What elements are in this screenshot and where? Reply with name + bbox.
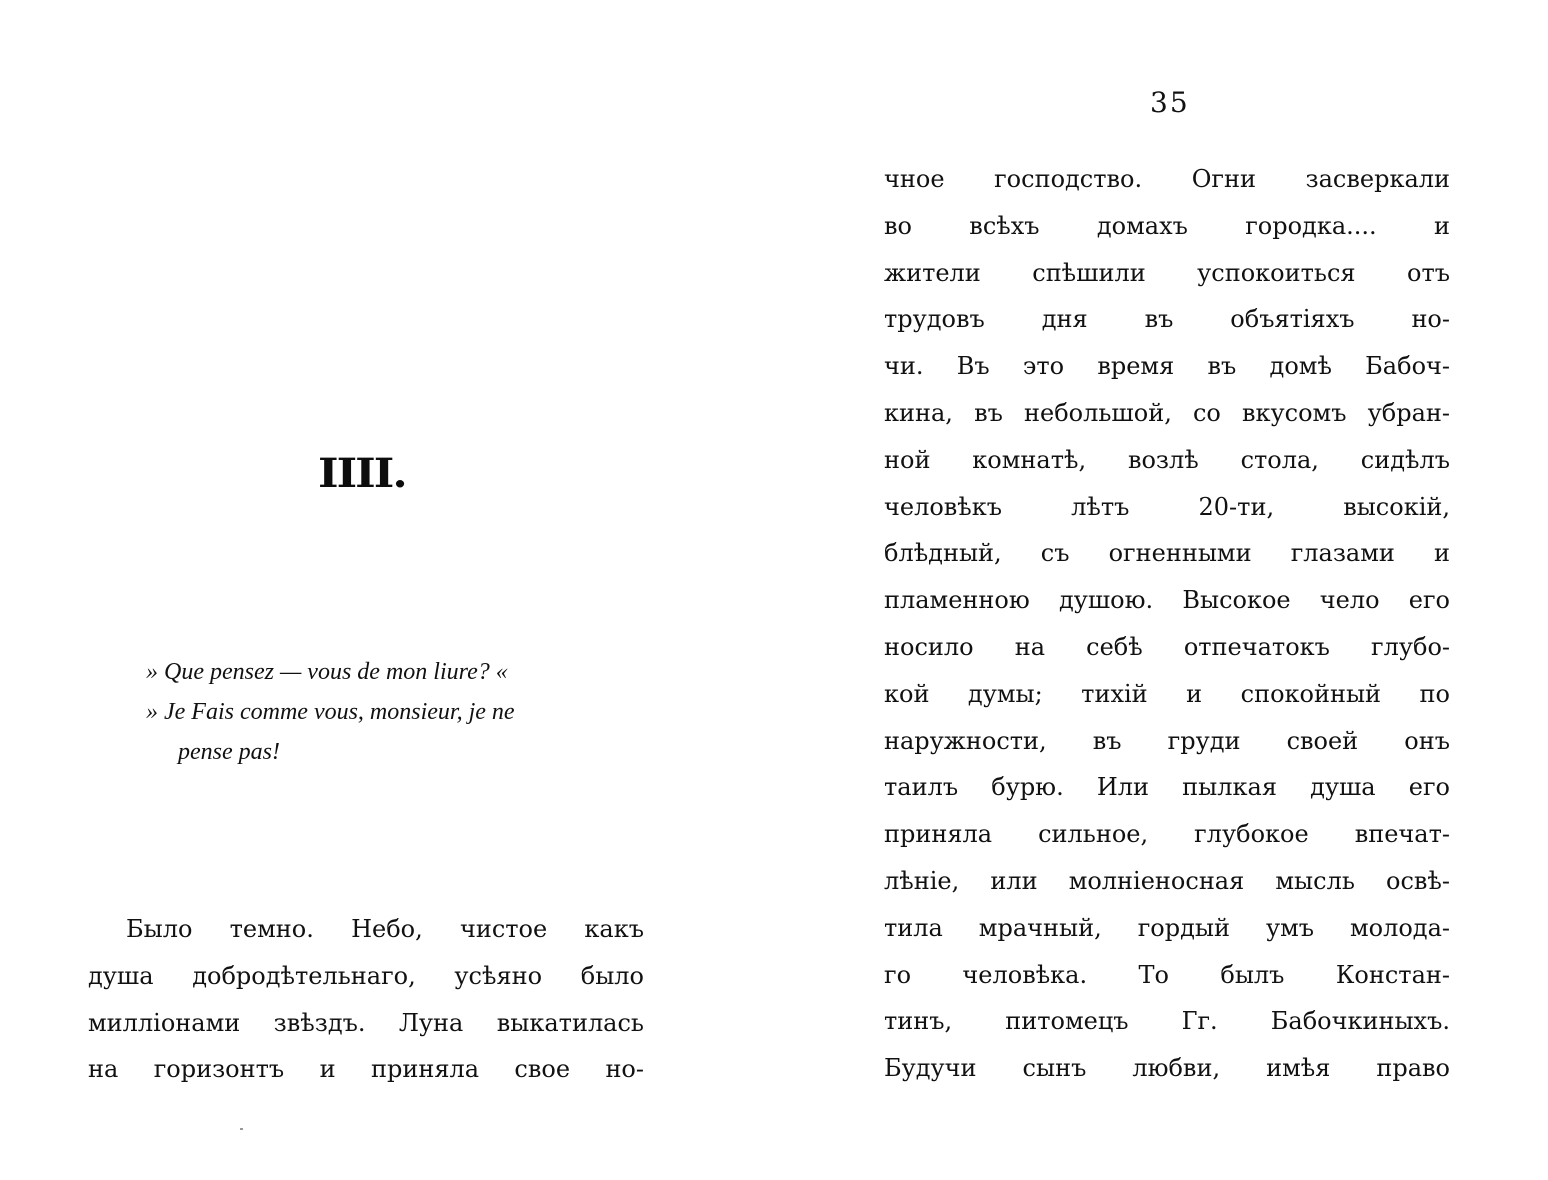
text-line: наружности, въ груди своей онъ — [884, 726, 1450, 755]
text-line: чное господство. Огни засверкали — [884, 165, 1450, 193]
text-line: приняла сильное, глубокое впечат- — [884, 820, 1450, 849]
epigraph-line: » Que pensez — vous de mon liure? « — [146, 659, 508, 685]
epigraph — [146, 652, 646, 772]
text-line: Будучи сынъ любви, имѣя право — [884, 1054, 1450, 1083]
text-line: кина, въ небольшой, со вкусомъ убран- — [884, 398, 1450, 427]
page-number: 35 — [1150, 86, 1190, 119]
text-line: трудовъ дня въ объятіяхъ но- — [884, 305, 1450, 334]
text-line: милліонами звѣздъ. Луна выкатилась — [88, 1008, 644, 1037]
text-line: тинъ, питомецъ Гг. Бабочкиныхъ. — [884, 1007, 1450, 1036]
epigraph-line: » Je Fais comme vous, monsieur, je ne — [146, 699, 515, 725]
left-body-text — [88, 906, 644, 1093]
text-line: носило на себѣ отпечатокъ глубо- — [884, 632, 1450, 661]
text-line: Было темно. Небо, чистое какъ — [126, 915, 644, 943]
print-speck — [240, 1128, 243, 1130]
text-line: лѣніе, или молніеносная мысль освѣ- — [884, 866, 1450, 895]
text-line: ной комнатѣ, возлѣ стола, сидѣлъ — [884, 445, 1450, 474]
text-line: кой думы; тихій и спокойный по — [884, 679, 1450, 708]
chapter-number: IIII. — [318, 450, 406, 497]
text-line: таилъ бурю. Или пылкая душа его — [884, 773, 1450, 802]
text-line: на горизонтъ и приняла свое но- — [88, 1055, 644, 1084]
text-line: душа добродѣтельнаго, усѣяно было — [88, 961, 644, 990]
text-line: жители спѣшили успокоиться отъ — [884, 258, 1450, 287]
text-line: во всѣхъ домахъ городка.... и — [884, 211, 1450, 240]
text-line: чи. Въ это время въ домѣ Бабоч- — [884, 352, 1450, 381]
text-line: человѣкъ лѣтъ 20-ти, высокій, — [884, 492, 1450, 521]
right-body-text — [884, 156, 1450, 1092]
text-line: тила мрачный, гордый умъ молода- — [884, 913, 1450, 942]
text-line: блѣдный, съ огненными глазами и — [884, 539, 1450, 568]
text-line: пламенною душою. Высокое чело его — [884, 586, 1450, 615]
text-line: го человѣка. То былъ Констан- — [884, 960, 1450, 989]
epigraph-line: pense pas! — [178, 739, 280, 765]
